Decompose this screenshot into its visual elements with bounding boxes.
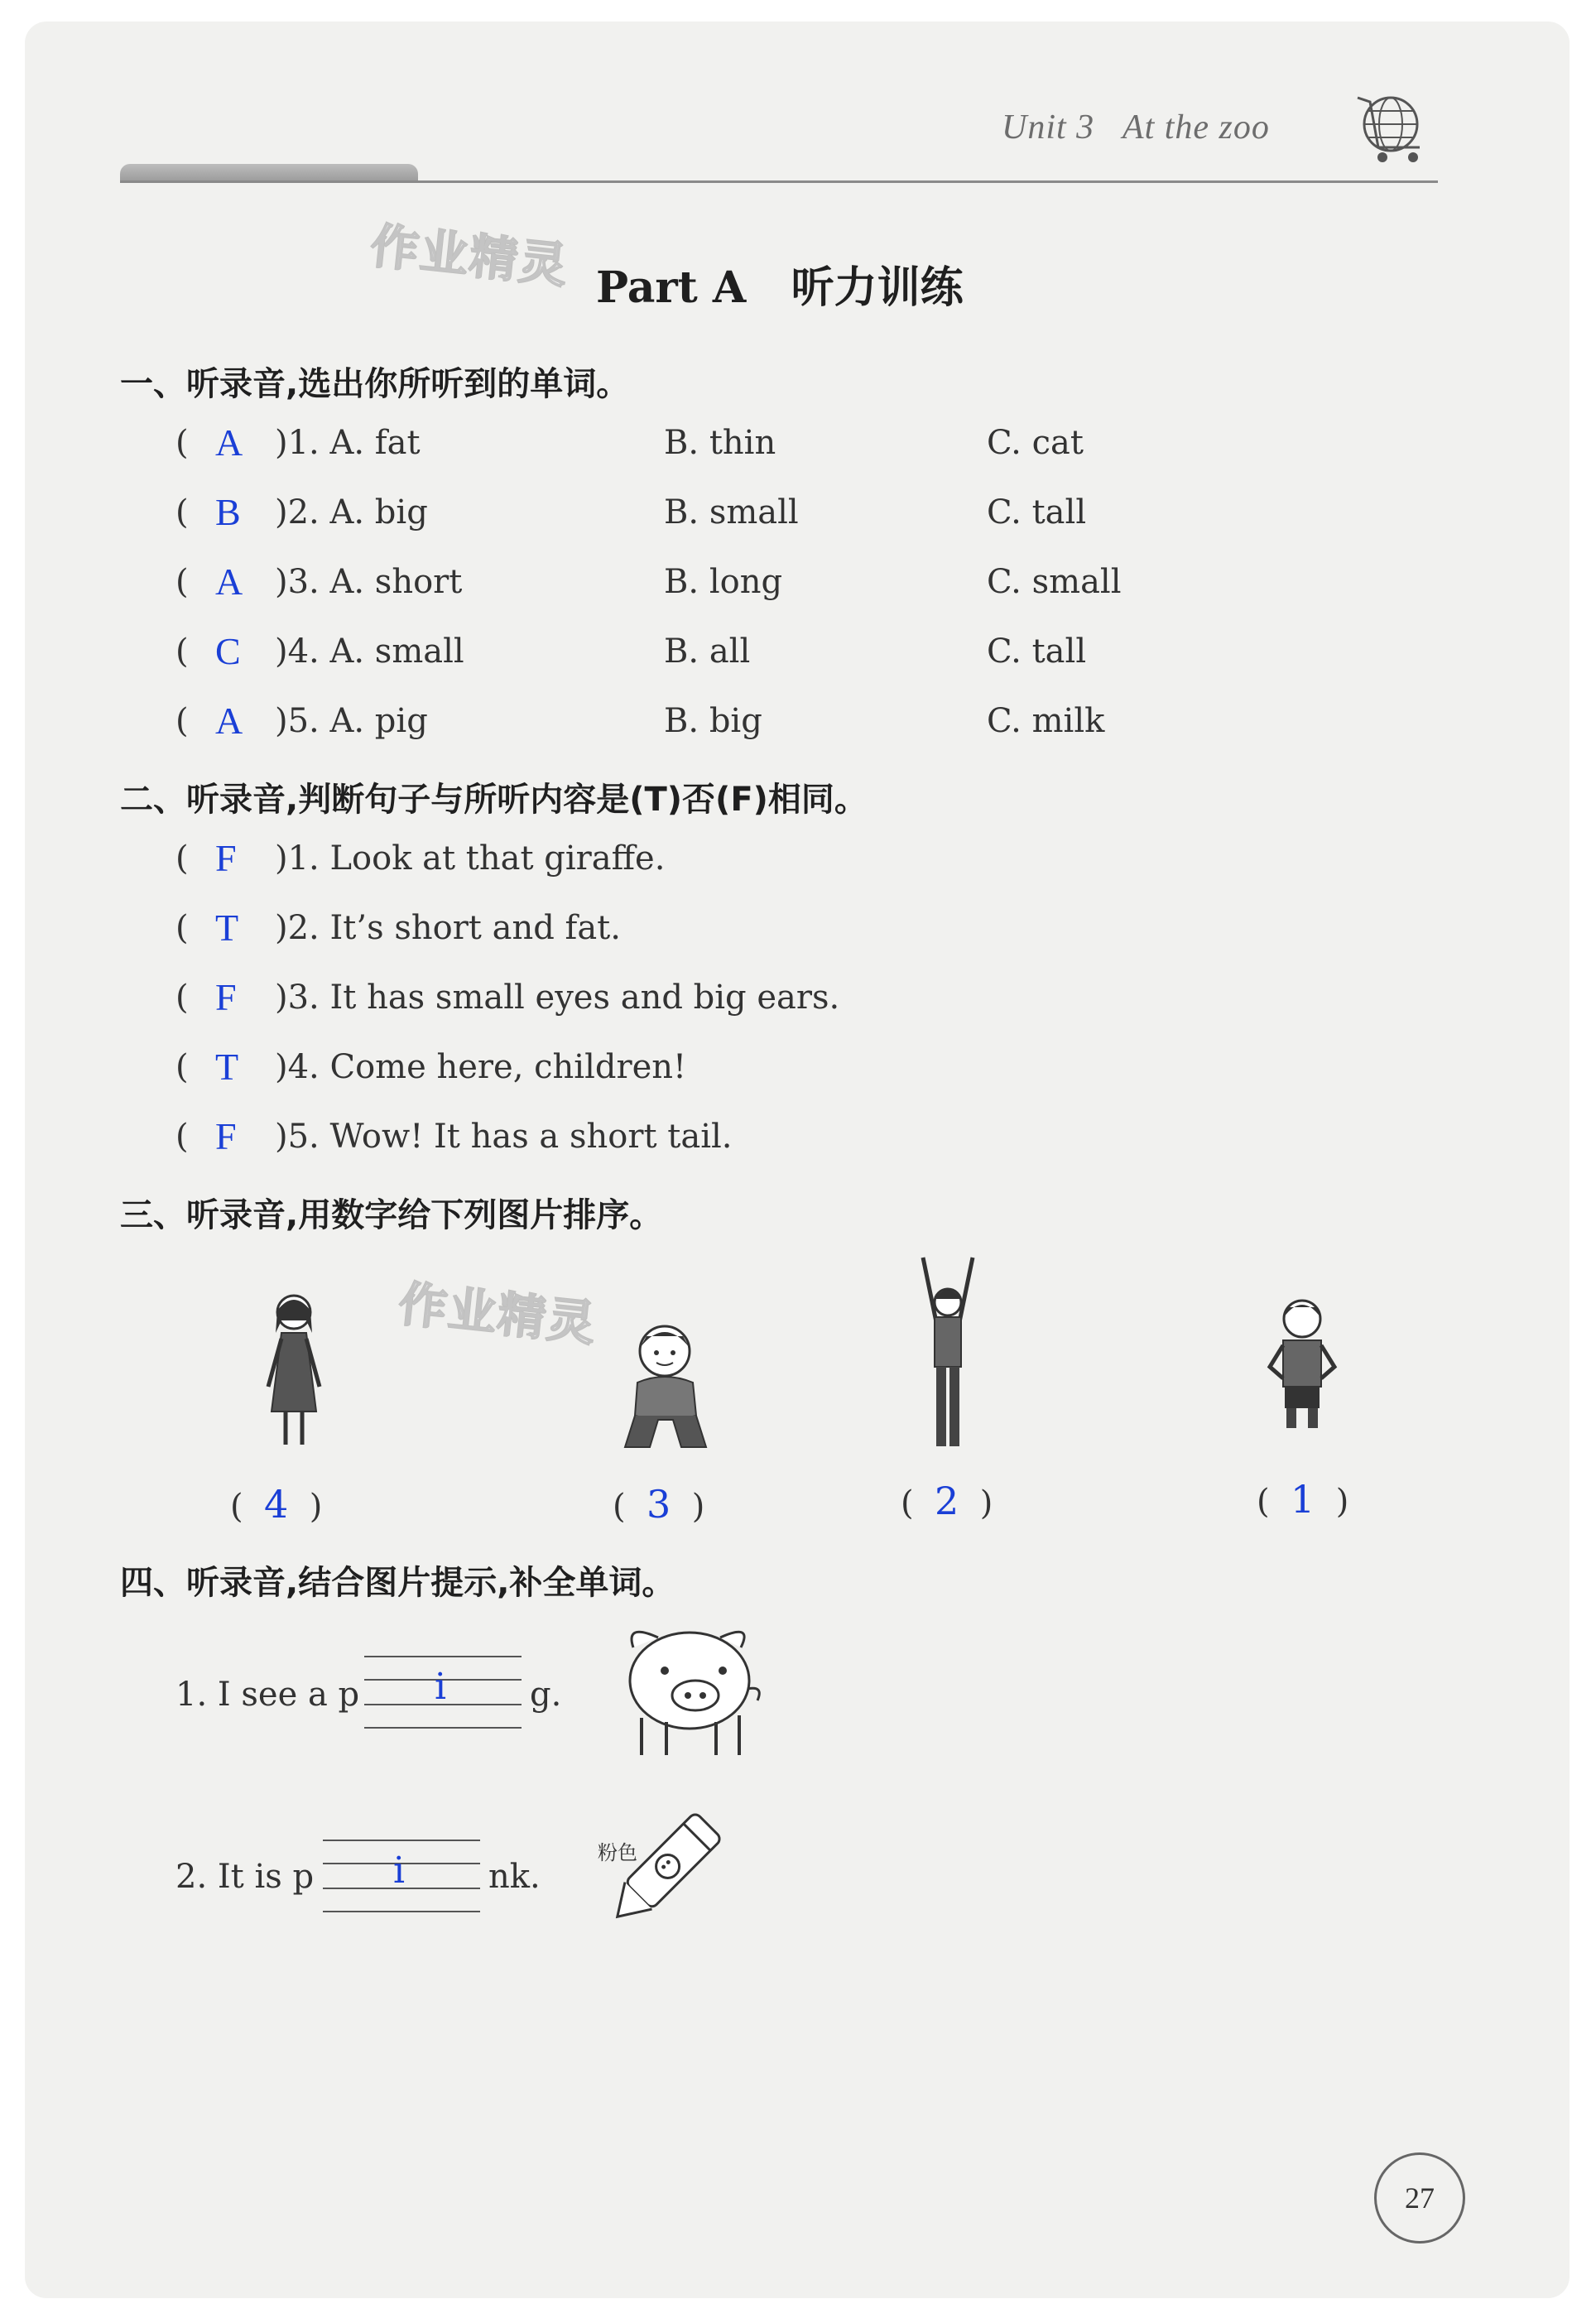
section2-heading: 二、听录音,判断句子与所听内容是(T)否(F)相同。 xyxy=(120,781,868,819)
arms-up-boy-picture xyxy=(915,1254,981,1453)
watermark: 作业精灵 xyxy=(396,1275,600,1353)
section4-heading: 四、听录音,结合图片提示,补全单词。 xyxy=(120,1564,675,1602)
crouching-boy-picture xyxy=(617,1316,716,1453)
page-title: Part A 听力训练 xyxy=(596,262,964,313)
globe-cart-icon xyxy=(1345,89,1436,168)
unit-header xyxy=(1002,108,1270,147)
watermark: 作业精灵 xyxy=(368,217,572,295)
girl-picture xyxy=(257,1287,331,1453)
answer-letter: T xyxy=(215,907,239,949)
answer-letter: C xyxy=(215,630,241,672)
answer-letter: T xyxy=(215,1046,239,1088)
fill-item-end: g. xyxy=(530,1676,562,1714)
section1-heading: 一、听录音,选出你所听到的单词。 xyxy=(120,365,630,403)
order-answer: ( 1 ) xyxy=(1257,1477,1349,1522)
answer-letter: F xyxy=(215,837,237,879)
filled-letter: i xyxy=(393,1849,406,1892)
answer-letter: A xyxy=(215,421,243,464)
crayon-label: 粉色 xyxy=(598,1841,637,1864)
page-number: 27 xyxy=(1374,2152,1465,2244)
pig-picture xyxy=(617,1623,766,1763)
fill-item-end: nk. xyxy=(488,1858,541,1896)
filled-letter: i xyxy=(435,1666,447,1708)
order-answer: ( 2 ) xyxy=(901,1479,993,1523)
answer-letter: F xyxy=(215,976,237,1018)
unit-label: Unit 3 xyxy=(1002,108,1095,147)
fill-item: 2. It is p xyxy=(175,1858,315,1896)
answer-letter: A xyxy=(215,560,243,603)
order-answer: ( 3 ) xyxy=(613,1482,705,1527)
unit-topic: At the zoo xyxy=(1122,108,1270,147)
order-answer: ( 4 ) xyxy=(230,1482,323,1527)
answer-letter: A xyxy=(215,700,243,742)
section3-heading: 三、听录音,用数字给下列图片排序。 xyxy=(120,1196,663,1234)
answer-letter: F xyxy=(215,1115,237,1157)
header-rule xyxy=(120,180,1438,183)
crayon-picture xyxy=(594,1809,743,1950)
hands-on-hips-boy-picture xyxy=(1265,1296,1339,1432)
header-bar xyxy=(120,164,418,182)
answer-letter: B xyxy=(215,491,241,533)
fill-item: 1. I see a p xyxy=(175,1676,360,1714)
